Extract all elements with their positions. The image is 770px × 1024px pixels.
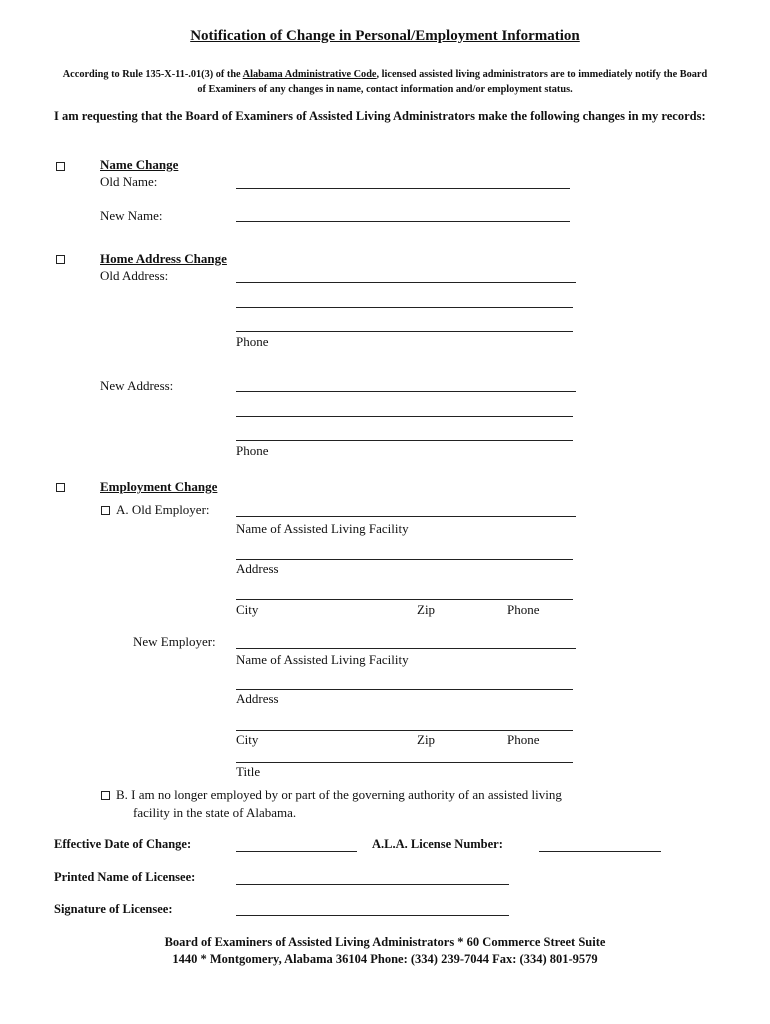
- title-caption: Title: [236, 764, 261, 779]
- old-name-field[interactable]: [236, 188, 570, 189]
- new-address-line-3[interactable]: [236, 440, 573, 441]
- new-city-caption: City: [236, 732, 259, 747]
- new-employer-city-zip-phone-field[interactable]: [236, 730, 573, 731]
- new-employer-address-field[interactable]: [236, 689, 573, 690]
- old-employer-city-zip-phone-field[interactable]: [236, 599, 573, 600]
- name-change-heading: Name Change: [100, 157, 179, 172]
- new-employer-title-field[interactable]: [236, 762, 573, 763]
- old-address-label: Old Address:: [100, 268, 169, 283]
- new-address-line-1[interactable]: [236, 391, 576, 392]
- employment-change-checkbox[interactable]: [56, 483, 65, 492]
- old-address-line-2[interactable]: [236, 307, 573, 308]
- printed-name-label: Printed Name of Licensee:: [54, 870, 196, 884]
- new-name-label: New Name:: [100, 208, 163, 223]
- new-zip-caption: Zip: [417, 732, 436, 747]
- footer-line-2: 1440 * Montgomery, Alabama 36104 Phone: (334) 239-7044 Fax: (334) 801-9579: [172, 952, 598, 966]
- address-change-checkbox[interactable]: [56, 255, 65, 264]
- old-employer-label: A. Old Employer:: [116, 502, 210, 517]
- old-zip-caption: Zip: [417, 602, 436, 617]
- new-phone-employer-caption: Phone: [507, 732, 540, 747]
- name-change-checkbox[interactable]: [56, 162, 65, 171]
- signature-field[interactable]: [236, 915, 509, 916]
- new-address-label: New Address:: [100, 378, 174, 393]
- old-address-line-3[interactable]: [236, 331, 573, 332]
- old-phone-employer-caption: Phone: [507, 602, 540, 617]
- new-employer-facility-field[interactable]: [236, 648, 576, 649]
- new-employer-label: New Employer:: [133, 634, 216, 649]
- old-phone-caption: Phone: [236, 334, 269, 349]
- effective-date-label: Effective Date of Change:: [54, 837, 192, 851]
- new-name-field[interactable]: [236, 221, 570, 222]
- old-address-line-1[interactable]: [236, 282, 576, 283]
- effective-date-field[interactable]: [236, 851, 357, 852]
- license-number-label: A.L.A. License Number:: [372, 837, 503, 851]
- employment-change-heading: Employment Change: [100, 479, 218, 494]
- footer-line-1: Board of Examiners of Assisted Living Administrators * 60 Commerce Street Suite: [164, 935, 606, 949]
- old-address-caption: Address: [236, 561, 279, 576]
- old-name-label: Old Name:: [100, 174, 158, 189]
- license-number-field[interactable]: [539, 851, 661, 852]
- printed-name-field[interactable]: [236, 884, 509, 885]
- old-employer-facility-field[interactable]: [236, 516, 576, 517]
- no-longer-employed-checkbox[interactable]: [101, 791, 110, 800]
- new-facility-caption: Name of Assisted Living Facility: [236, 652, 409, 667]
- old-facility-caption: Name of Assisted Living Facility: [236, 521, 409, 536]
- no-longer-employed-text-1: B. I am no longer employed by or part of the governing authority of an assisted living: [116, 787, 562, 802]
- intro-text-start: According to Rule 135-X-11-.01(3) of the: [62, 69, 243, 80]
- new-phone-caption: Phone: [236, 443, 269, 458]
- address-change-heading: Home Address Change: [100, 251, 227, 266]
- request-statement: I am requesting that the Board of Examiners of Assisted Living Administrators make the following changes in my records:: [54, 109, 706, 123]
- old-employer-address-field[interactable]: [236, 559, 573, 560]
- page-title: Notification of Change in Personal/Employment Information: [190, 28, 580, 44]
- old-employer-checkbox[interactable]: [101, 506, 110, 515]
- no-longer-employed-text-2: facility in the state of Alabama.: [133, 805, 297, 820]
- old-city-caption: City: [236, 602, 259, 617]
- signature-label: Signature of Licensee:: [54, 902, 173, 916]
- new-address-caption: Address: [236, 691, 279, 706]
- intro-paragraph: [60, 67, 710, 97]
- intro-text-end: , licensed assisted living administrators are to immediately notify the Board of Examiners of any changes in name, contact information and/or employment status.: [197, 69, 708, 95]
- administrative-code-reference: Alabama Administrative Code: [242, 69, 377, 80]
- new-address-line-2[interactable]: [236, 416, 573, 417]
- board-contact-footer: [0, 934, 770, 968]
